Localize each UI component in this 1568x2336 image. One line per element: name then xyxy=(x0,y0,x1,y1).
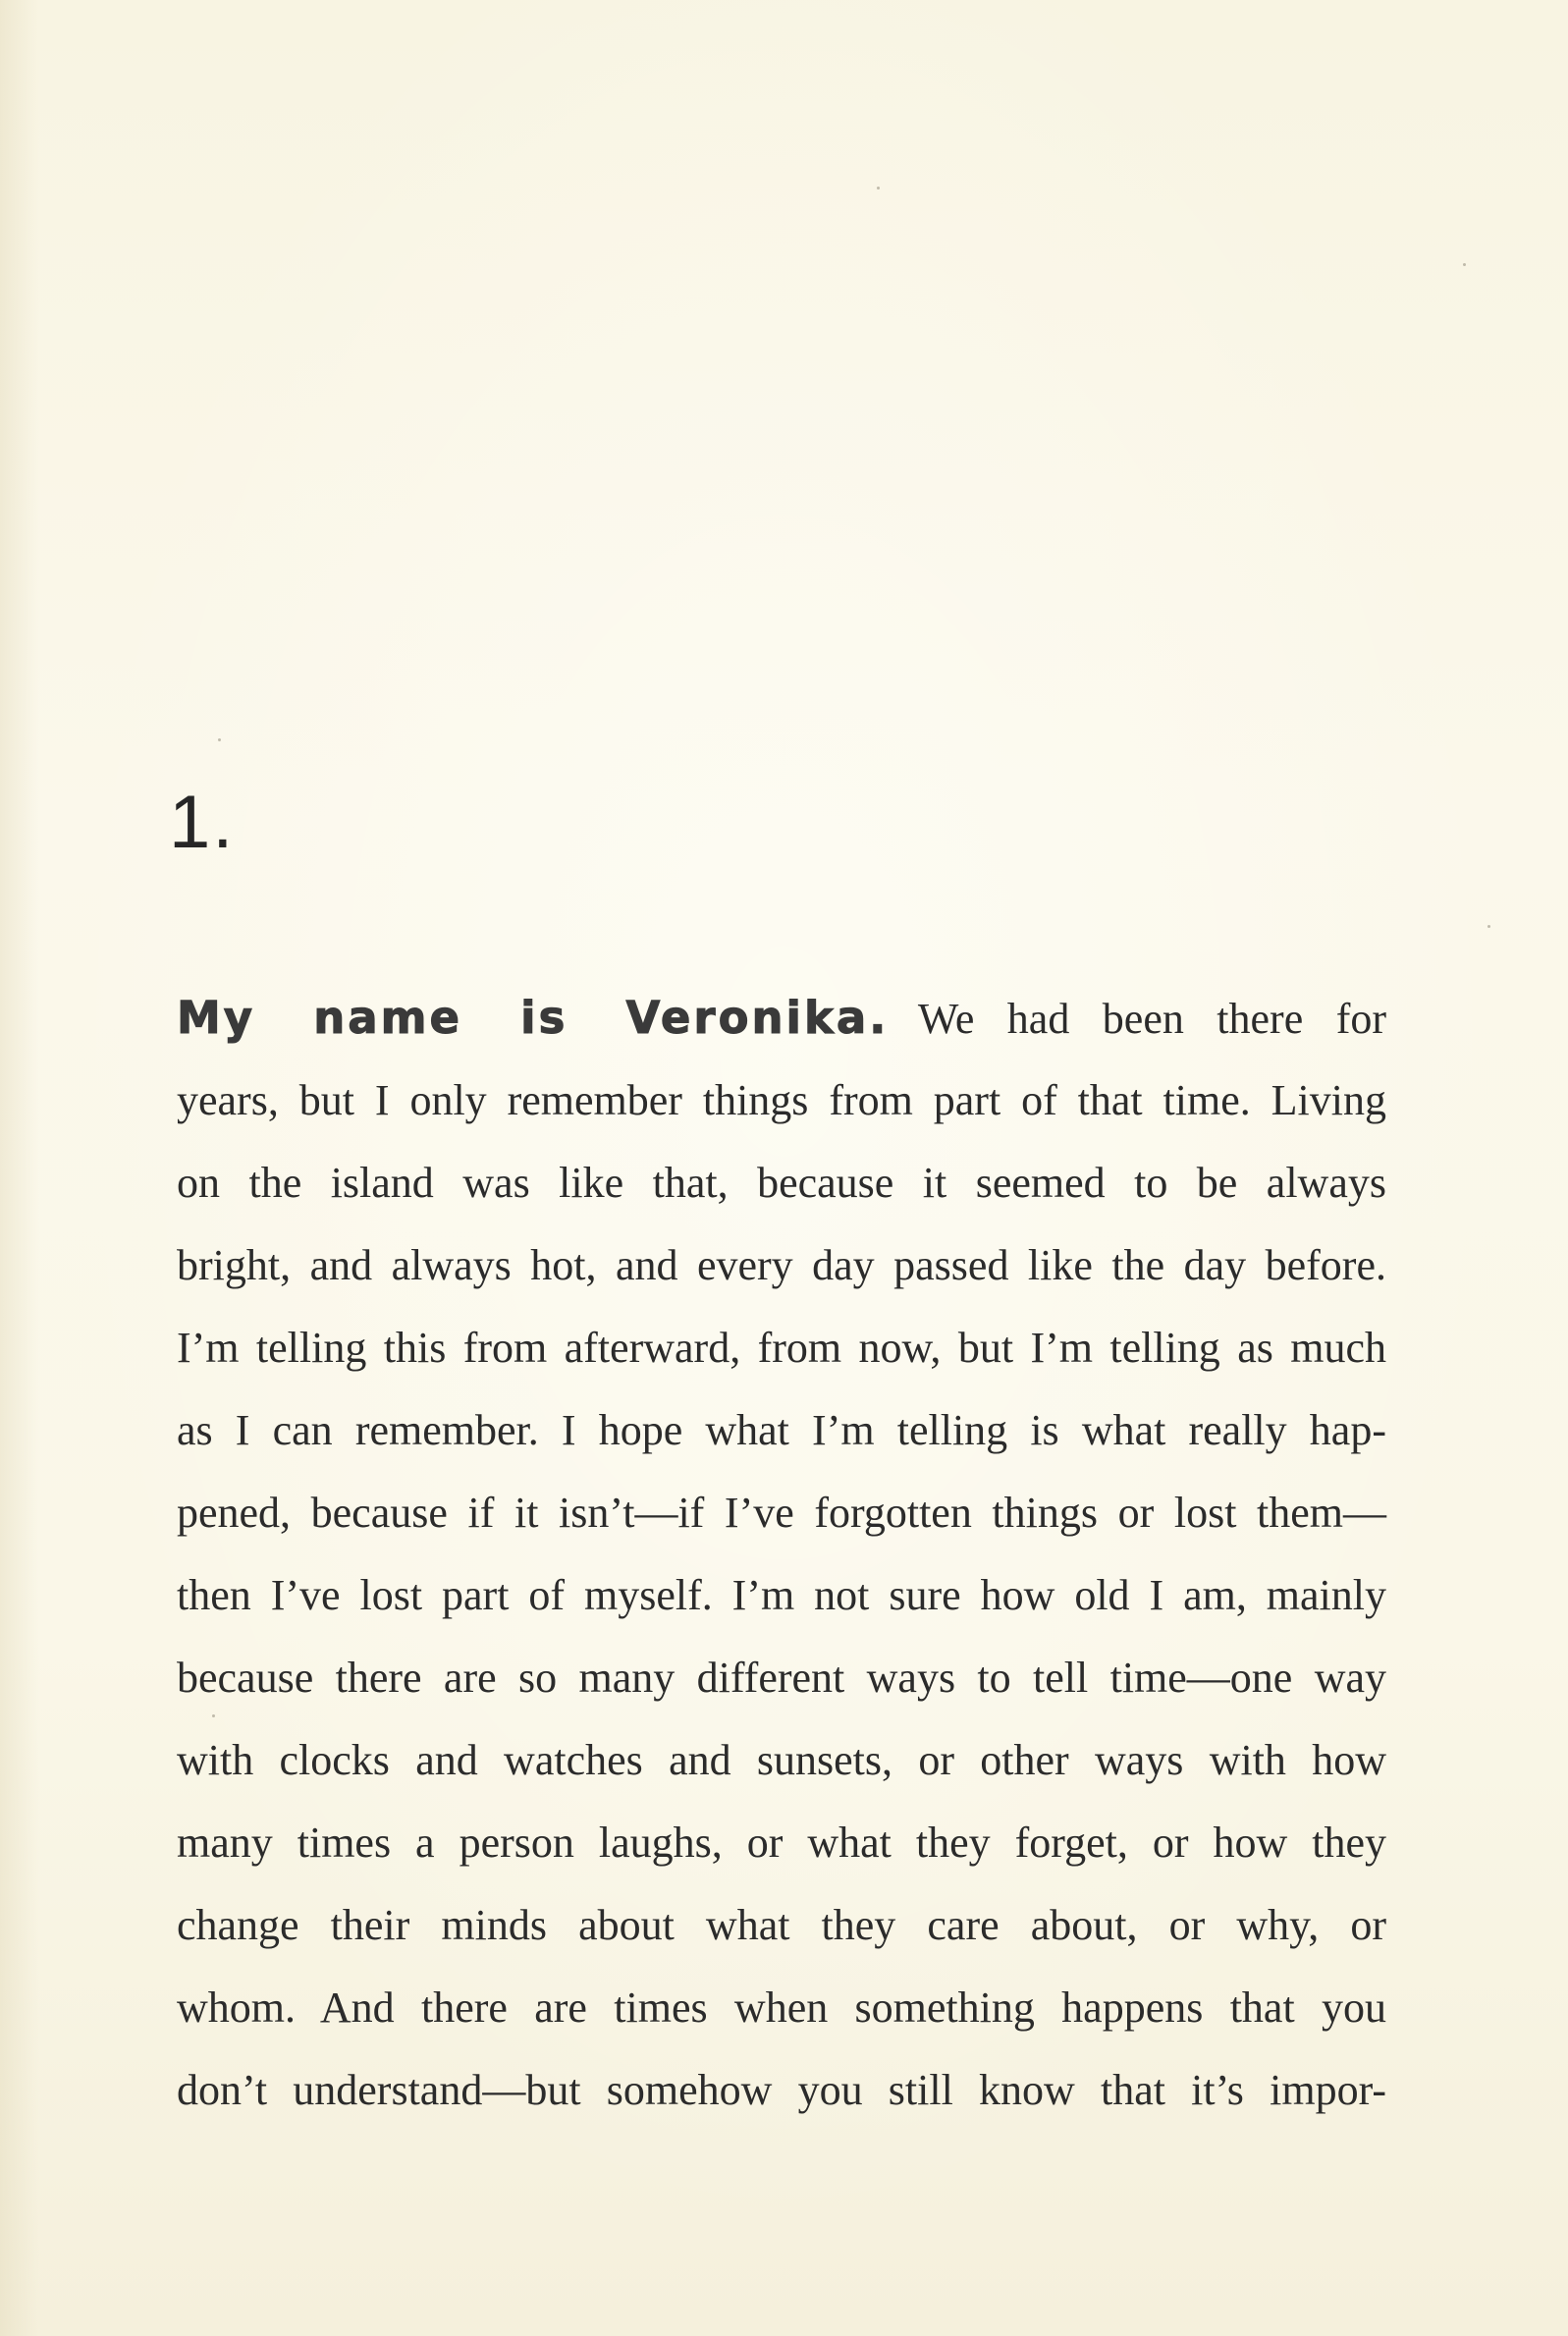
text-line: with clocks and watches and sunsets, or other ways with how xyxy=(177,1736,1386,1784)
text-line: on the island was like that, because it seemed to be always xyxy=(177,1159,1386,1207)
paper-speck xyxy=(877,187,880,190)
text-line xyxy=(177,977,1386,1059)
chapter-body xyxy=(177,977,1386,2132)
text-line: because there are so many different ways to tell time—one way xyxy=(177,1654,1386,1702)
page-edge-shadow xyxy=(0,0,39,2336)
paper-speck xyxy=(218,738,221,741)
chapter-lead-in: My name is Veronika. xyxy=(177,992,890,1044)
text-line: don’t understand—but somehow you still know that it’s impor- xyxy=(177,2066,1386,2114)
text-line: then I’ve lost part of myself. I’m not sure how old I am, mainly xyxy=(177,1571,1386,1619)
text-line: pened, because if it isn’t—if I’ve forgotten things or lost them— xyxy=(177,1489,1386,1537)
text-line: as I can remember. I hope what I’m telling is what really hap- xyxy=(177,1406,1386,1454)
text-line: change their minds about what they care about, or why, or xyxy=(177,1901,1386,1949)
paper-speck xyxy=(1463,263,1466,266)
text-line: years, but I only remember things from part of that time. Living xyxy=(177,1076,1386,1124)
text-line: many times a person laughs, or what they forget, or how they xyxy=(177,1819,1386,1867)
paper-speck xyxy=(1487,925,1490,928)
text-line: bright, and always hot, and every day passed like the day before. xyxy=(177,1241,1386,1289)
text-line: whom. And there are times when something happens that you xyxy=(177,1983,1386,2032)
text-line-fragment: We had been there for xyxy=(917,995,1386,1043)
text-line: I’m telling this from afterward, from now, but I’m telling as much xyxy=(177,1324,1386,1372)
chapter-number: 1. xyxy=(169,781,236,864)
